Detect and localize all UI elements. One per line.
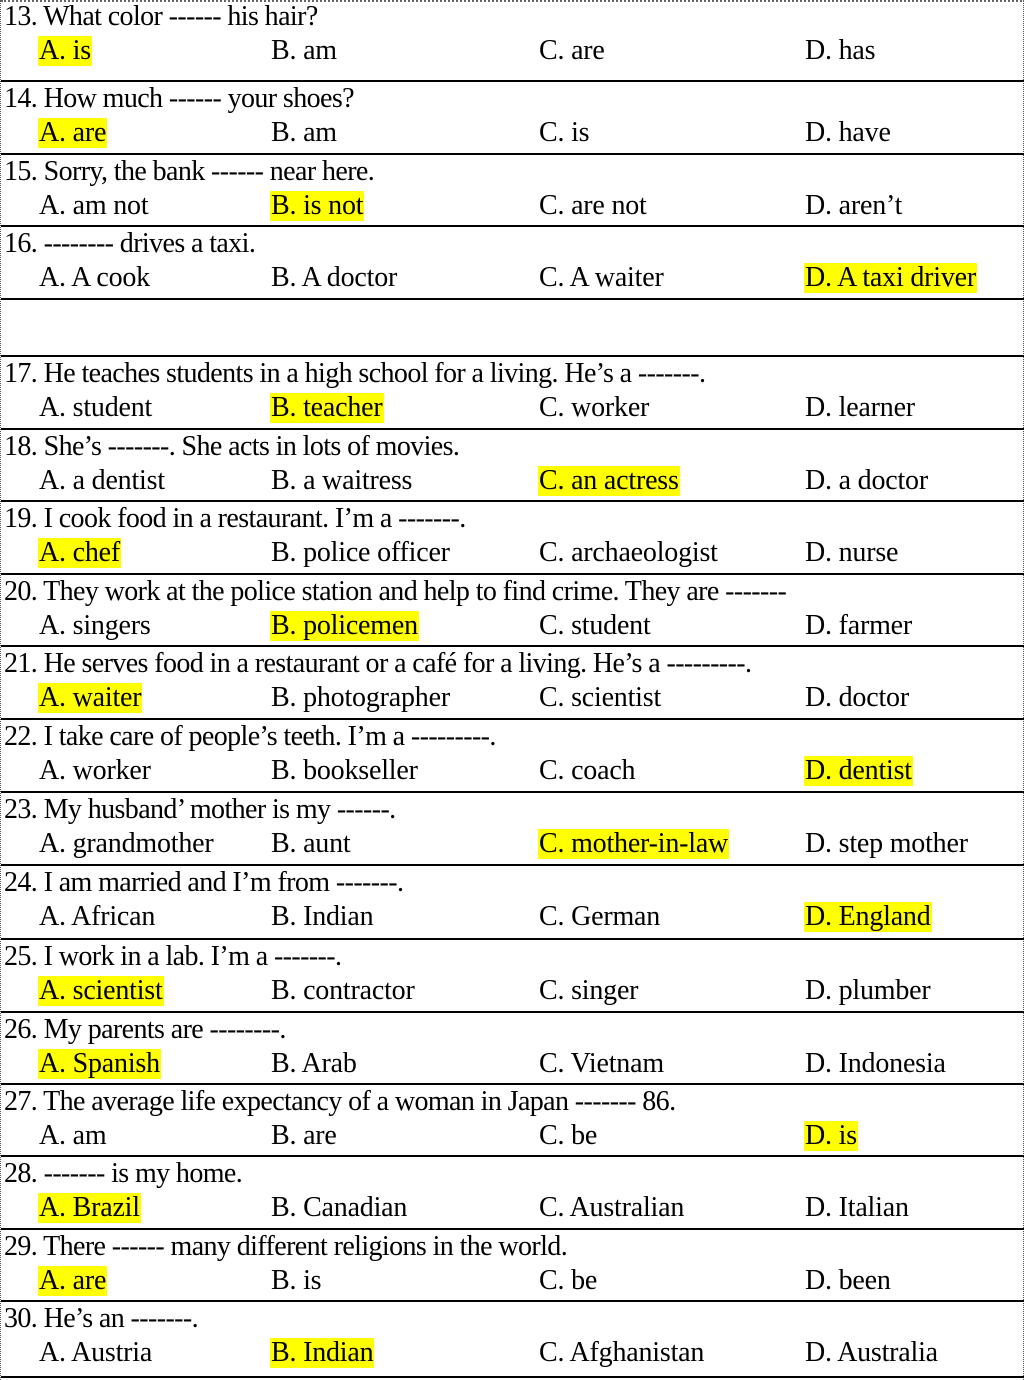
question-text: 27. The average life expectancy of a woman in Japan ------- 86. — [4, 1086, 676, 1117]
question-item — [1, 357, 1024, 430]
answer-option: A. am — [39, 1120, 107, 1151]
question-text: 18. She’s -------. She acts in lots of movies. — [4, 431, 460, 462]
question-item — [1, 1302, 1024, 1378]
question-text: 22. I take care of people’s teeth. I’m a ---------. — [4, 721, 496, 752]
answer-option: B. contractor — [271, 975, 415, 1006]
answer-option: D. Australia — [805, 1337, 938, 1368]
answer-option-highlighted: B. is not — [271, 190, 364, 221]
answer-option-highlighted: B. teacher — [271, 392, 383, 423]
answer-option: B. police officer — [271, 537, 450, 568]
answer-option: A. am not — [39, 190, 149, 221]
answer-option: D. nurse — [805, 537, 899, 568]
answer-option: B. a waitress — [271, 465, 413, 496]
answer-option: D. farmer — [805, 610, 913, 641]
answer-option-highlighted: A. are — [39, 117, 107, 148]
question-text: 29. There ------ many different religions in the world. — [4, 1231, 568, 1262]
answer-option: A. grandmother — [39, 828, 214, 859]
question-item — [1, 155, 1024, 227]
answer-option: B. Indian — [271, 901, 374, 932]
question-item — [1, 82, 1024, 155]
answer-option: C. is — [539, 117, 590, 148]
question-text: 16. -------- drives a taxi. — [4, 228, 256, 259]
answer-option: B. am — [271, 117, 337, 148]
question-item — [1, 940, 1024, 1013]
answer-option: C. be — [539, 1120, 598, 1151]
question-text: 30. He’s an -------. — [4, 1303, 199, 1334]
question-item — [1, 1157, 1024, 1230]
question-item — [1, 502, 1024, 575]
answer-option-highlighted: A. Brazil — [39, 1192, 140, 1223]
question-text: 15. Sorry, the bank ------ near here. — [4, 156, 375, 187]
answer-option: D. a doctor — [805, 465, 928, 496]
question-text: 20. They work at the police station and help to find crime. They are ------- — [4, 576, 787, 607]
answer-option-highlighted: A. waiter — [39, 682, 142, 713]
question-item — [1, 793, 1024, 866]
answer-option-highlighted: A. is — [39, 35, 91, 66]
question-text: 26. My parents are --------. — [4, 1014, 286, 1045]
answer-option: C. Australian — [539, 1192, 685, 1223]
answer-option-highlighted: D. England — [805, 901, 931, 932]
answer-option: D. step mother — [805, 828, 968, 859]
question-item — [1, 720, 1024, 793]
question-item — [1, 575, 1024, 647]
answer-option: B. is — [271, 1265, 322, 1296]
answer-option-highlighted: D. dentist — [805, 755, 912, 786]
answer-option: C. are — [539, 35, 605, 66]
question-text: 24. I am married and I’m from -------. — [4, 867, 404, 898]
answer-option: C. are not — [539, 190, 647, 221]
question-text: 19. I cook food in a restaurant. I’m a -------. — [4, 503, 466, 534]
answer-option: C. A waiter — [539, 262, 664, 293]
answer-option: D. doctor — [805, 682, 909, 713]
answer-option: B. Arab — [271, 1048, 357, 1079]
answer-option: B. am — [271, 35, 337, 66]
answer-option: C. worker — [539, 392, 650, 423]
answer-option: D. Italian — [805, 1192, 909, 1223]
answer-option: C. singer — [539, 975, 639, 1006]
answer-option: A. Austria — [39, 1337, 153, 1368]
question-item — [1, 1230, 1024, 1302]
answer-option: D. learner — [805, 392, 915, 423]
question-text: 14. How much ------ your shoes? — [4, 83, 354, 114]
answer-option-highlighted: B. Indian — [271, 1337, 374, 1368]
answer-option-highlighted: C. mother-in-law — [539, 828, 729, 859]
answer-option: B. bookseller — [271, 755, 418, 786]
question-text: 28. ------- is my home. — [4, 1158, 243, 1189]
question-item — [1, 1085, 1024, 1157]
answer-option: B. are — [271, 1120, 337, 1151]
answer-option-highlighted: D. A taxi driver — [805, 262, 976, 293]
answer-option: C. archaeologist — [539, 537, 718, 568]
question-text: 21. He serves food in a restaurant or a café for a living. He’s a ---------. — [4, 648, 752, 679]
question-item — [1, 0, 1024, 82]
answer-option: A. A cook — [39, 262, 150, 293]
answer-option: D. been — [805, 1265, 891, 1296]
answer-option: D. plumber — [805, 975, 931, 1006]
answer-option: C. student — [539, 610, 651, 641]
answer-option: D. aren’t — [805, 190, 903, 221]
answer-option: B. photographer — [271, 682, 450, 713]
answer-option: A. a dentist — [39, 465, 165, 496]
answer-option: B. A doctor — [271, 262, 398, 293]
answer-option: B. aunt — [271, 828, 351, 859]
answer-option: C. coach — [539, 755, 636, 786]
answer-option-highlighted: A. scientist — [39, 975, 163, 1006]
question-item — [1, 866, 1024, 940]
answer-option: C. German — [539, 901, 661, 932]
answer-option: A. student — [39, 392, 153, 423]
answer-option-highlighted: A. are — [39, 1265, 107, 1296]
question-text: 23. My husband’ mother is my ------. — [4, 794, 396, 825]
answer-option: C. Vietnam — [539, 1048, 664, 1079]
answer-option-highlighted: A. Spanish — [39, 1048, 160, 1079]
question-text: 25. I work in a lab. I’m a -------. — [4, 941, 342, 972]
answer-option: C. be — [539, 1265, 598, 1296]
question-text: 17. He teaches students in a high school for a living. He’s a -------. — [4, 358, 706, 389]
answer-option: C. Afghanistan — [539, 1337, 705, 1368]
question-item — [1, 227, 1024, 300]
question-item — [1, 1013, 1024, 1085]
answer-option: A. worker — [39, 755, 151, 786]
answer-option: D. have — [805, 117, 891, 148]
answer-option: D. Indonesia — [805, 1048, 946, 1079]
answer-option-highlighted: D. is — [805, 1120, 857, 1151]
answer-option: B. Canadian — [271, 1192, 408, 1223]
answer-option: C. scientist — [539, 682, 662, 713]
answer-option-highlighted: C. an actress — [539, 465, 679, 496]
question-item — [1, 430, 1024, 502]
question-item — [1, 647, 1024, 720]
answer-option: D. has — [805, 35, 876, 66]
answer-option-highlighted: B. policemen — [271, 610, 418, 641]
question-text: 13. What color ------ his hair? — [4, 1, 318, 32]
answer-option-highlighted: A. chef — [39, 537, 121, 568]
answer-option: A. African — [39, 901, 156, 932]
answer-option: A. singers — [39, 610, 151, 641]
empty-row — [1, 300, 1024, 357]
